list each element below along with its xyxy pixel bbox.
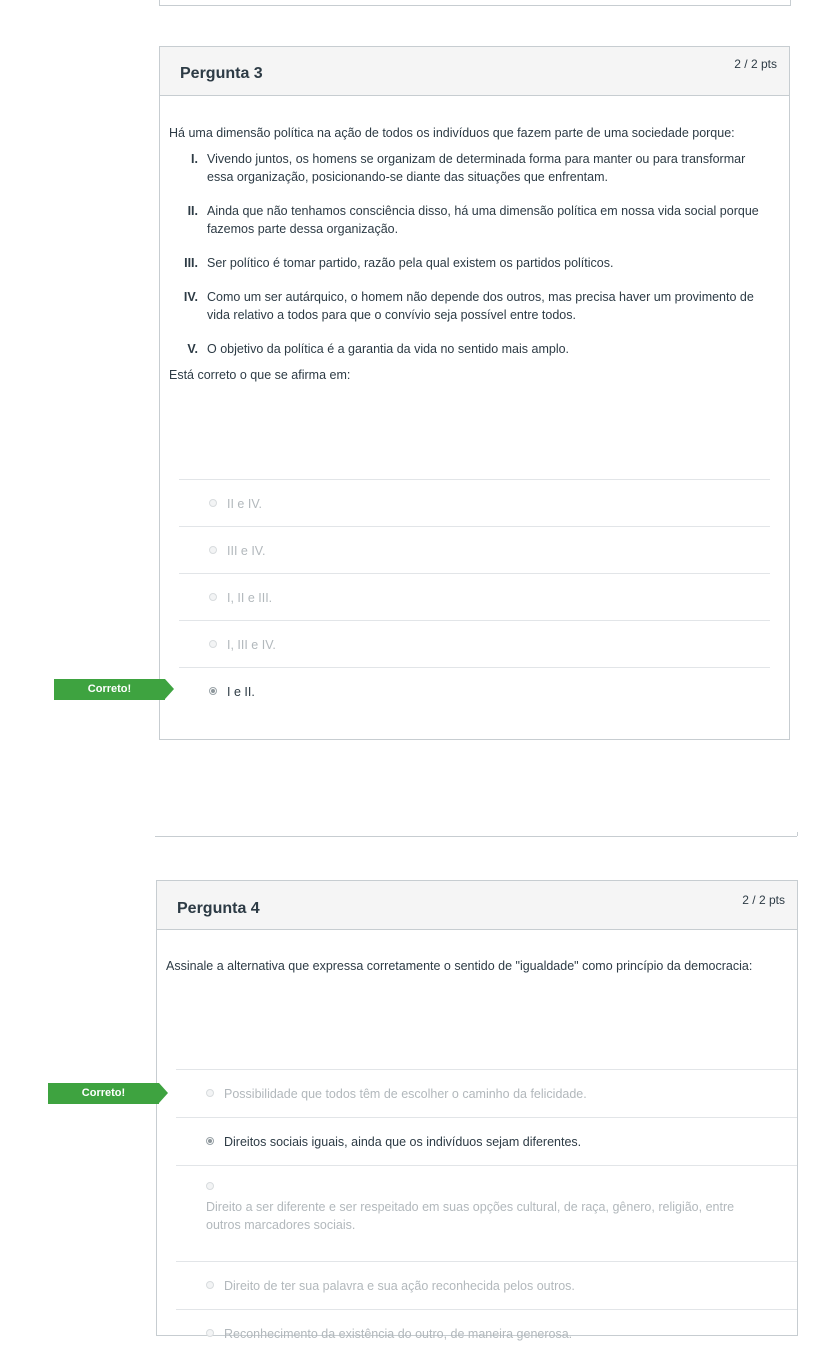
statement-text: Vivendo juntos, os homens se organizam de determinada forma para manter ou para transformar essa organização, posicionando-se diante das situações que enfrentam.	[207, 152, 746, 184]
answer-option[interactable]	[176, 1165, 797, 1261]
question-3-ask: Está correto o que se afirma em:	[169, 368, 351, 382]
answer-text: I e II.	[227, 685, 255, 699]
statement-number: V.	[187, 342, 198, 356]
question-4-prompt: Assinale a alternativa que expressa corretamente o sentido de "igualdade" como princípio da democracia:	[166, 959, 753, 973]
question-4-points: 2 / 2 pts	[742, 893, 785, 907]
answer-option[interactable]	[176, 1261, 797, 1309]
answer-option[interactable]	[176, 1069, 797, 1117]
answer-text: II e IV.	[227, 497, 262, 511]
statement-item	[169, 202, 770, 238]
question-3-points: 2 / 2 pts	[734, 57, 777, 71]
question-3-statements	[169, 150, 770, 358]
answer-text: I, II e III.	[227, 591, 273, 605]
statement-item	[169, 340, 770, 358]
radio-button[interactable]	[206, 1281, 214, 1289]
statement-text: Como um ser autárquico, o homem não depende dos outros, mas precisa haver um provimento de vida relativo a todos para que o convívio seja possível entre todos.	[207, 290, 754, 322]
statement-item	[169, 288, 770, 324]
radio-button[interactable]	[206, 1182, 214, 1190]
answer-option[interactable]	[179, 479, 770, 526]
radio-button[interactable]	[209, 499, 217, 507]
question-4-card	[156, 880, 798, 1341]
question-3-card	[159, 46, 790, 740]
radio-button[interactable]	[209, 546, 217, 554]
answer-option-selected[interactable]	[179, 667, 770, 714]
question-separator-edge	[155, 832, 797, 837]
radio-button[interactable]	[206, 1329, 214, 1337]
statement-number: II.	[187, 204, 198, 218]
answer-text: I, III e IV.	[227, 638, 276, 652]
answer-text: Direitos sociais iguais, ainda que os indivíduos sejam diferentes.	[224, 1135, 582, 1149]
statement-text: Ser político é tomar partido, razão pela qual existem os partidos políticos.	[207, 256, 614, 270]
question-4-body	[166, 957, 778, 975]
previous-question-bottom-edge	[159, 0, 791, 6]
statement-number: IV.	[183, 290, 198, 304]
question-4-answers	[176, 1069, 797, 1357]
radio-button-selected[interactable]	[206, 1137, 214, 1145]
correct-answer-flag: Correto!	[54, 679, 165, 700]
answer-text: Direito a ser diferente e ser respeitado em suas opções cultural, de raça, gênero, religião, entre outros marcadores sociais.	[206, 1200, 735, 1232]
statement-text: Ainda que não tenhamos consciência disso, há uma dimensão política em nossa vida social porque fazemos parte dessa organização.	[207, 204, 759, 236]
answer-option[interactable]	[179, 620, 770, 667]
radio-button[interactable]	[206, 1089, 214, 1097]
answer-text: Reconhecimento da existência do outro, de maneira generosa.	[224, 1327, 573, 1341]
answer-text: Direito de ter sua palavra e sua ação reconhecida pelos outros.	[224, 1279, 575, 1293]
radio-button-selected[interactable]	[209, 687, 217, 695]
statement-text: O objetivo da política é a garantia da vida no sentido mais amplo.	[207, 342, 570, 356]
statement-number: III.	[184, 256, 198, 270]
answer-text: III e IV.	[227, 544, 266, 558]
statement-number: I.	[191, 152, 198, 166]
answer-option[interactable]	[176, 1309, 797, 1357]
radio-button[interactable]	[209, 593, 217, 601]
question-4-header	[157, 881, 797, 930]
statement-item	[169, 150, 770, 186]
question-3-header	[160, 47, 789, 96]
question-3-title: Pergunta 3	[180, 65, 263, 82]
answer-option[interactable]	[179, 526, 770, 573]
answer-text: Possibilidade que todos têm de escolher o caminho da felicidade.	[224, 1087, 587, 1101]
question-3-prompt: Há uma dimensão política na ação de todos os indivíduos que fazem parte de uma sociedade porque:	[169, 126, 735, 140]
question-3-body	[169, 124, 770, 384]
correct-answer-flag: Correto!	[48, 1083, 159, 1104]
question-4-title: Pergunta 4	[177, 900, 260, 917]
question-3-answers	[179, 479, 770, 714]
statement-item	[169, 254, 770, 272]
answer-option[interactable]	[179, 573, 770, 620]
radio-button[interactable]	[209, 640, 217, 648]
answer-option-selected[interactable]	[176, 1117, 797, 1165]
